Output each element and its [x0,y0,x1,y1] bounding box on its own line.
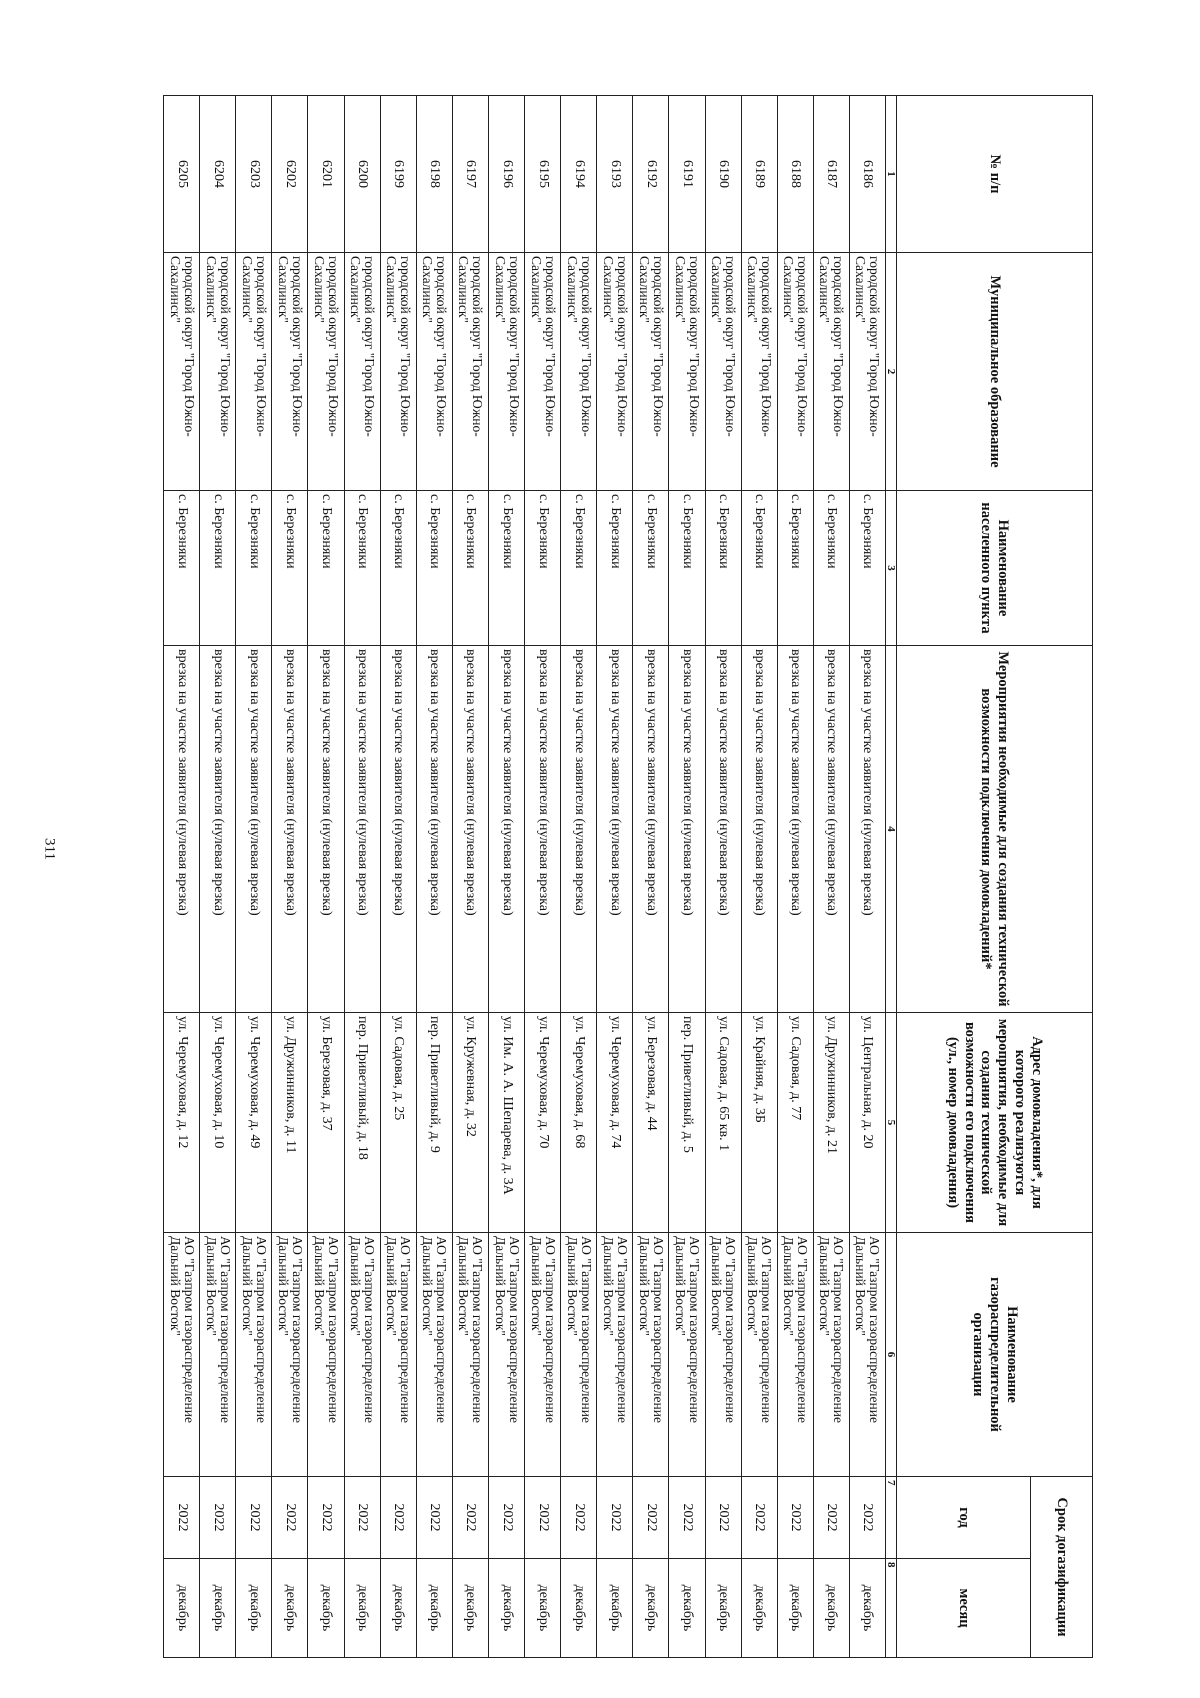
municipality-cell: городской округ "Город Южно-Сахалинск" [416,253,452,491]
municipality-cell: городской округ "Город Южно-Сахалинск" [597,253,633,491]
header-org: Наименование газораспределительной организации [897,1233,1093,1477]
measures-cell: врезка на участке заявителя (нулевая врезка) [561,646,597,1013]
table-row [849,96,885,1658]
table-row [452,96,488,1658]
header-month: месяц [897,1559,1031,1658]
org-cell: АО "Газпром газораспределение Дальний Восток" [200,1233,236,1477]
table-row [380,96,416,1658]
address-cell: ул. Садовая, д. 65 кв. 1 [705,1013,741,1233]
month-cell: декабрь [561,1559,597,1658]
measures-cell: врезка на участке заявителя (нулевая врезка) [813,646,849,1013]
address-cell: ул. Дружинников, д. 11 [272,1013,308,1233]
org-cell: АО "Газпром газораспределение Дальний Восток" [633,1233,669,1477]
measures-cell: врезка на участке заявителя (нулевая врезка) [741,646,777,1013]
municipality-cell: городской округ "Город Южно-Сахалинск" [380,253,416,491]
address-cell: ул. Черемуховая, д. 10 [200,1013,236,1233]
table-row [669,96,705,1658]
row-number: 6196 [488,96,524,253]
column-number: 2 [886,253,897,491]
table-row [236,96,272,1658]
org-cell: АО "Газпром газораспределение Дальний Восток" [669,1233,705,1477]
settlement-cell: с. Березняки [488,491,524,646]
row-number: 6199 [380,96,416,253]
month-cell: декабрь [164,1559,200,1658]
month-cell: декабрь [849,1559,885,1658]
table-row [597,96,633,1658]
year-cell: 2022 [380,1477,416,1559]
column-number: 8 [886,1559,897,1658]
settlement-cell: с. Березняки [272,491,308,646]
row-number: 6189 [741,96,777,253]
settlement-cell: с. Березняки [741,491,777,646]
org-cell: АО "Газпром газораспределение Дальний Восток" [164,1233,200,1477]
measures-cell: врезка на участке заявителя (нулевая врезка) [380,646,416,1013]
org-cell: АО "Газпром газораспределение Дальний Восток" [813,1233,849,1477]
measures-cell: врезка на участке заявителя (нулевая врезка) [597,646,633,1013]
settlement-cell: с. Березняки [525,491,561,646]
municipality-cell: городской округ "Город Южно-Сахалинск" [561,253,597,491]
year-cell: 2022 [813,1477,849,1559]
column-number: 3 [886,491,897,646]
municipality-cell: городской округ "Город Южно-Сахалинск" [308,253,344,491]
column-number-row [886,96,897,1658]
row-number: 6198 [416,96,452,253]
measures-cell: врезка на участке заявителя (нулевая врезка) [164,646,200,1013]
month-cell: декабрь [525,1559,561,1658]
month-cell: декабрь [272,1559,308,1658]
row-number: 6203 [236,96,272,253]
year-cell: 2022 [597,1477,633,1559]
table-row [272,96,308,1658]
year-cell: 2022 [777,1477,813,1559]
row-number: 6195 [525,96,561,253]
row-number: 6200 [344,96,380,253]
table-row [164,96,200,1658]
column-number: 5 [886,1013,897,1233]
table-row [488,96,524,1658]
row-number: 6186 [849,96,885,253]
year-cell: 2022 [416,1477,452,1559]
year-cell: 2022 [308,1477,344,1559]
measures-cell: врезка на участке заявителя (нулевая врезка) [272,646,308,1013]
header-deadline: Срок догазификации [1031,1477,1093,1658]
row-number: 6190 [705,96,741,253]
settlement-cell: с. Березняки [777,491,813,646]
measures-cell: врезка на участке заявителя (нулевая врезка) [777,646,813,1013]
column-number: 7 [886,1477,897,1559]
row-number: 6192 [633,96,669,253]
row-number: 6193 [597,96,633,253]
settlement-cell: с. Березняки [452,491,488,646]
measures-cell: врезка на участке заявителя (нулевая врезка) [416,646,452,1013]
org-cell: АО "Газпром газораспределение Дальний Восток" [236,1233,272,1477]
settlement-cell: с. Березняки [633,491,669,646]
table-row [344,96,380,1658]
month-cell: декабрь [488,1559,524,1658]
settlement-cell: с. Березняки [849,491,885,646]
address-cell: ул. Садовая, д. 77 [777,1013,813,1233]
year-cell: 2022 [669,1477,705,1559]
month-cell: декабрь [452,1559,488,1658]
municipality-cell: городской округ "Город Южно-Сахалинск" [849,253,885,491]
municipality-cell: городской округ "Город Южно-Сахалинск" [272,253,308,491]
row-number: 6202 [272,96,308,253]
settlement-cell: с. Березняки [380,491,416,646]
municipality-cell: городской округ "Город Южно-Сахалинск" [164,253,200,491]
measures-cell: врезка на участке заявителя (нулевая врезка) [344,646,380,1013]
org-cell: АО "Газпром газораспределение Дальний Восток" [597,1233,633,1477]
table-row [308,96,344,1658]
municipality-cell: городской округ "Город Южно-Сахалинск" [705,253,741,491]
year-cell: 2022 [525,1477,561,1559]
measures-cell: врезка на участке заявителя (нулевая врезка) [669,646,705,1013]
month-cell: декабрь [597,1559,633,1658]
settlement-cell: с. Березняки [597,491,633,646]
org-cell: АО "Газпром газораспределение Дальний Восток" [488,1233,524,1477]
month-cell: декабрь [633,1559,669,1658]
municipality-cell: городской округ "Город Южно-Сахалинск" [236,253,272,491]
settlement-cell: с. Березняки [416,491,452,646]
row-number: 6194 [561,96,597,253]
row-number: 6191 [669,96,705,253]
address-cell: пер. Приветливый, д. 5 [669,1013,705,1233]
address-cell: ул. Им. А. А. Шепарева, д. 3А [488,1013,524,1233]
year-cell: 2022 [272,1477,308,1559]
month-cell: декабрь [380,1559,416,1658]
address-cell: ул. Дружинников, д. 21 [813,1013,849,1233]
row-number: 6205 [164,96,200,253]
municipality-cell: городской округ "Город Южно-Сахалинск" [452,253,488,491]
settlement-cell: с. Березняки [705,491,741,646]
year-cell: 2022 [561,1477,597,1559]
table-row [561,96,597,1658]
month-cell: декабрь [741,1559,777,1658]
month-cell: декабрь [813,1559,849,1658]
month-cell: декабрь [669,1559,705,1658]
table-row [200,96,236,1658]
org-cell: АО "Газпром газораспределение Дальний Восток" [452,1233,488,1477]
measures-cell: врезка на участке заявителя (нулевая врезка) [308,646,344,1013]
address-cell: пер. Приветливый, д. 18 [344,1013,380,1233]
org-cell: АО "Газпром газораспределение Дальний Восток" [380,1233,416,1477]
settlement-cell: с. Березняки [344,491,380,646]
table-row [741,96,777,1658]
header-municipality: Муниципальное образование [897,253,1093,491]
year-cell: 2022 [488,1477,524,1559]
table-row [813,96,849,1658]
settlement-cell: с. Березняки [164,491,200,646]
year-cell: 2022 [705,1477,741,1559]
page-number: 311 [41,838,58,860]
month-cell: декабрь [777,1559,813,1658]
year-cell: 2022 [236,1477,272,1559]
org-cell: АО "Газпром газораспределение Дальний Восток" [705,1233,741,1477]
year-cell: 2022 [452,1477,488,1559]
column-number: 6 [886,1233,897,1477]
address-cell: ул. Центральная, д. 20 [849,1013,885,1233]
org-cell: АО "Газпром газораспределение Дальний Восток" [272,1233,308,1477]
org-cell: АО "Газпром газораспределение Дальний Восток" [308,1233,344,1477]
address-cell: пер. Приветливый, д. 9 [416,1013,452,1233]
row-number: 6197 [452,96,488,253]
header-address: Адрес домовладения*, для которого реализуются мероприятия, необходимые для создания технической возможности его подключения (ул., номер домовладения) [897,1013,1093,1233]
gasification-table [163,95,1093,1658]
org-cell: АО "Газпром газораспределение Дальний Восток" [849,1233,885,1477]
municipality-cell: городской округ "Город Южно-Сахалинск" [633,253,669,491]
month-cell: декабрь [200,1559,236,1658]
measures-cell: врезка на участке заявителя (нулевая врезка) [200,646,236,1013]
table-row [705,96,741,1658]
settlement-cell: с. Березняки [669,491,705,646]
row-number: 6204 [200,96,236,253]
settlement-cell: с. Березняки [236,491,272,646]
org-cell: АО "Газпром газораспределение Дальний Восток" [741,1233,777,1477]
org-cell: АО "Газпром газораспределение Дальний Восток" [777,1233,813,1477]
org-cell: АО "Газпром газораспределение Дальний Восток" [525,1233,561,1477]
month-cell: декабрь [344,1559,380,1658]
column-number: 4 [886,646,897,1013]
table-row [777,96,813,1658]
measures-cell: врезка на участке заявителя (нулевая врезка) [452,646,488,1013]
header-settlement: Наименование населенного пункта [897,491,1093,646]
year-cell: 2022 [849,1477,885,1559]
row-number: 6187 [813,96,849,253]
municipality-cell: городской округ "Город Южно-Сахалинск" [488,253,524,491]
row-number: 6188 [777,96,813,253]
header-year: год [897,1477,1031,1559]
org-cell: АО "Газпром газораспределение Дальний Восток" [344,1233,380,1477]
year-cell: 2022 [200,1477,236,1559]
table-header [886,96,1093,1658]
municipality-cell: городской округ "Город Южно-Сахалинск" [669,253,705,491]
address-cell: ул. Черемуховая, д. 12 [164,1013,200,1233]
year-cell: 2022 [633,1477,669,1559]
address-cell: ул. Черемуховая, д. 70 [525,1013,561,1233]
municipality-cell: городской округ "Город Южно-Сахалинск" [525,253,561,491]
municipality-cell: городской округ "Город Южно-Сахалинск" [741,253,777,491]
address-cell: ул. Черемуховая, д. 68 [561,1013,597,1233]
org-cell: АО "Газпром газораспределение Дальний Восток" [416,1233,452,1477]
measures-cell: врезка на участке заявителя (нулевая врезка) [236,646,272,1013]
measures-cell: врезка на участке заявителя (нулевая врезка) [633,646,669,1013]
rotated-table-wrapper [163,95,1093,1657]
year-cell: 2022 [344,1477,380,1559]
settlement-cell: с. Березняки [200,491,236,646]
year-cell: 2022 [164,1477,200,1559]
municipality-cell: городской округ "Город Южно-Сахалинск" [813,253,849,491]
table-body [164,96,886,1658]
settlement-cell: с. Березняки [308,491,344,646]
measures-cell: врезка на участке заявителя (нулевая врезка) [849,646,885,1013]
measures-cell: врезка на участке заявителя (нулевая врезка) [525,646,561,1013]
address-cell: ул. Садовая, д. 25 [380,1013,416,1233]
municipality-cell: городской округ "Город Южно-Сахалинск" [200,253,236,491]
org-cell: АО "Газпром газораспределение Дальний Восток" [561,1233,597,1477]
municipality-cell: городской округ "Город Южно-Сахалинск" [344,253,380,491]
table-row [416,96,452,1658]
header-measures: Мероприятия необходимые для создания технической возможности подключения домовладений* [897,646,1093,1013]
month-cell: декабрь [308,1559,344,1658]
month-cell: декабрь [236,1559,272,1658]
header-num: № п/п [897,96,1093,253]
address-cell: ул. Черемуховая, д. 74 [597,1013,633,1233]
settlement-cell: с. Березняки [813,491,849,646]
address-cell: ул. Кружевная, д. 32 [452,1013,488,1233]
row-number: 6201 [308,96,344,253]
measures-cell: врезка на участке заявителя (нулевая врезка) [488,646,524,1013]
municipality-cell: городской округ "Город Южно-Сахалинск" [777,253,813,491]
column-number: 1 [886,96,897,253]
year-cell: 2022 [741,1477,777,1559]
month-cell: декабрь [705,1559,741,1658]
settlement-cell: с. Березняки [561,491,597,646]
address-cell: ул. Березовая, д. 37 [308,1013,344,1233]
address-cell: ул. Крайняя, д. 3Б [741,1013,777,1233]
measures-cell: врезка на участке заявителя (нулевая врезка) [705,646,741,1013]
table-row [525,96,561,1658]
address-cell: ул. Черемуховая, д. 49 [236,1013,272,1233]
address-cell: ул. Березовая, д. 44 [633,1013,669,1233]
table-row [633,96,669,1658]
month-cell: декабрь [416,1559,452,1658]
